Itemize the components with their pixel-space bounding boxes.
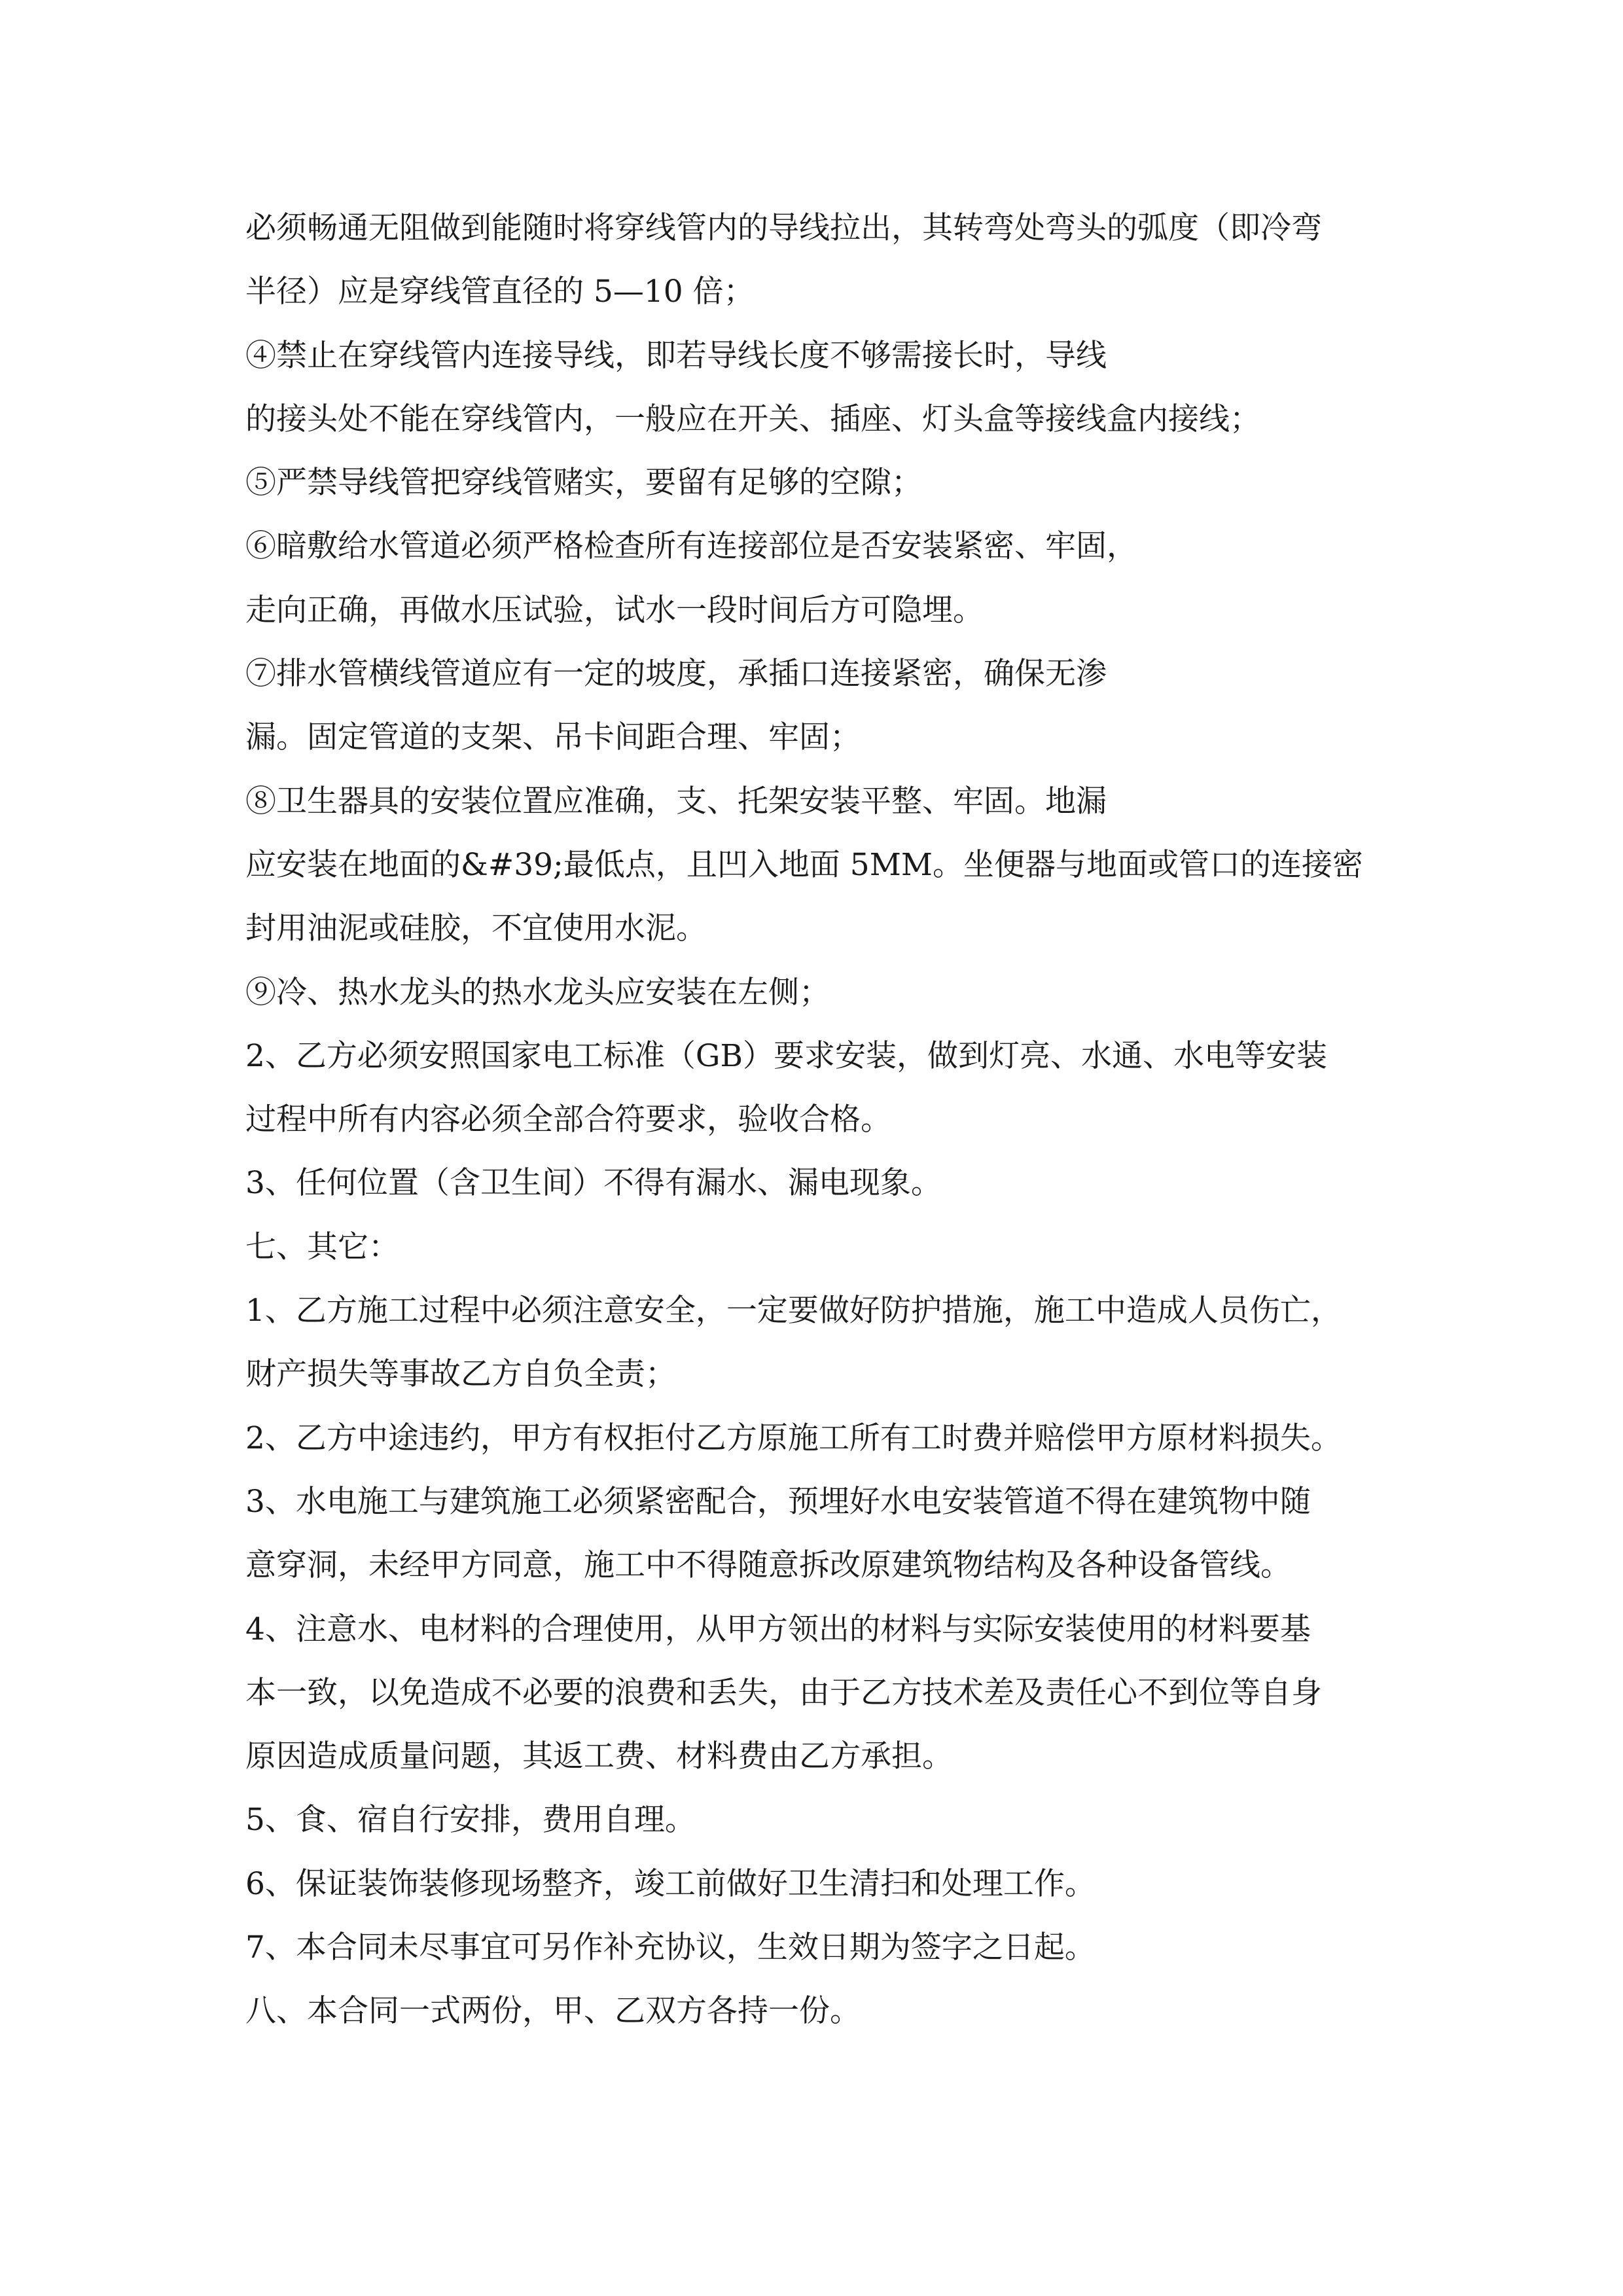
- contract-body-text: [245, 196, 1410, 2043]
- section-heading: 七、其它：: [245, 1229, 399, 1265]
- text-line: 半径）应是穿线管直径的 5—10 倍；: [245, 274, 755, 310]
- text-line: 本一致，以免造成不必要的浪费和丢失，由于乙方技术差及责任心不到位等自身: [245, 1674, 1322, 1711]
- text-line: 3、水电施工与建筑施工必须紧密配合，预埋好水电安装管道不得在建筑物中随: [245, 1483, 1311, 1520]
- text-line: ⑨冷、热水龙头的热水龙头应安装在左侧；: [245, 974, 830, 1011]
- text-line: 2、乙方中途违约，甲方有权拒付乙方原施工所有工时费并赔偿甲方原材料损失。: [245, 1420, 1342, 1456]
- text-line: 原因造成质量问题，其返工费、材料费由乙方承担。: [245, 1738, 953, 1775]
- text-line: 必须畅通无阻做到能随时将穿线管内的导线拉出，其转弯处弯头的弧度（即冷弯: [245, 210, 1322, 246]
- text-line: ⑤严禁导线管把穿线管赌实，要留有足够的空隙；: [245, 465, 922, 501]
- text-line: ⑥暗敷给水管道必须严格检查所有连接部位是否安装紧密、牢固，: [245, 528, 1137, 565]
- text-line: 封用油泥或硅胶，不宜使用水泥。: [245, 910, 707, 947]
- text-line: 2、乙方必须安照国家电工标准（GB）要求安装，做到灯亮、水通、水电等安装: [245, 1037, 1327, 1074]
- text-line: 4、注意水、电材料的合理使用，从甲方领出的材料与实际安装使用的材料要基: [245, 1611, 1311, 1647]
- text-line: 过程中所有内容必须全部合符要求，验收合格。: [245, 1102, 891, 1138]
- text-line: 应安装在地面的&#39;最低点，且凹入地面 5MM。坐便器与地面或管口的连接密: [245, 846, 1363, 883]
- text-line: 走向正确，再做水压试验，试水一段时间后方可隐埋。: [245, 592, 984, 628]
- text-line: 3、任何位置（含卫生间）不得有漏水、漏电现象。: [245, 1165, 942, 1202]
- text-line: 意穿洞，未经甲方同意，施工中不得随意拆改原建筑物结构及各种设备管线。: [245, 1547, 1291, 1584]
- text-line: 的接头处不能在穿线管内，一般应在开关、插座、灯头盒等接线盒内接线；: [245, 401, 1260, 437]
- text-line: 漏。固定管道的支架、吊卡间距合理、牢固；: [245, 719, 861, 756]
- text-line: 5、食、宿自行安排，费用自理。: [245, 1802, 696, 1839]
- text-line: ⑧卫生器具的安装位置应准确，支、托架安装平整、牢固。地漏: [245, 783, 1107, 819]
- section-heading: 八、本合同一式两份，甲、乙双方各持一份。: [245, 1993, 861, 2030]
- text-line: 1、乙方施工过程中必须注意安全，一定要做好防护措施，施工中造成人员伤亡，: [245, 1293, 1342, 1329]
- text-line: 6、保证装饰装修现场整齐，竣工前做好卫生清扫和处理工作。: [245, 1865, 1096, 1902]
- text-line: ④禁止在穿线管内连接导线，即若导线长度不够需接长时，导线: [245, 337, 1107, 374]
- text-line: 7、本合同未尽事宜可另作补充协议，生效日期为签字之日起。: [245, 1929, 1096, 1966]
- text-line: 财产损失等事故乙方自负全责；: [245, 1356, 676, 1393]
- text-line: ⑦排水管横线管道应有一定的坡度，承插口连接紧密，确保无渗: [245, 656, 1107, 692]
